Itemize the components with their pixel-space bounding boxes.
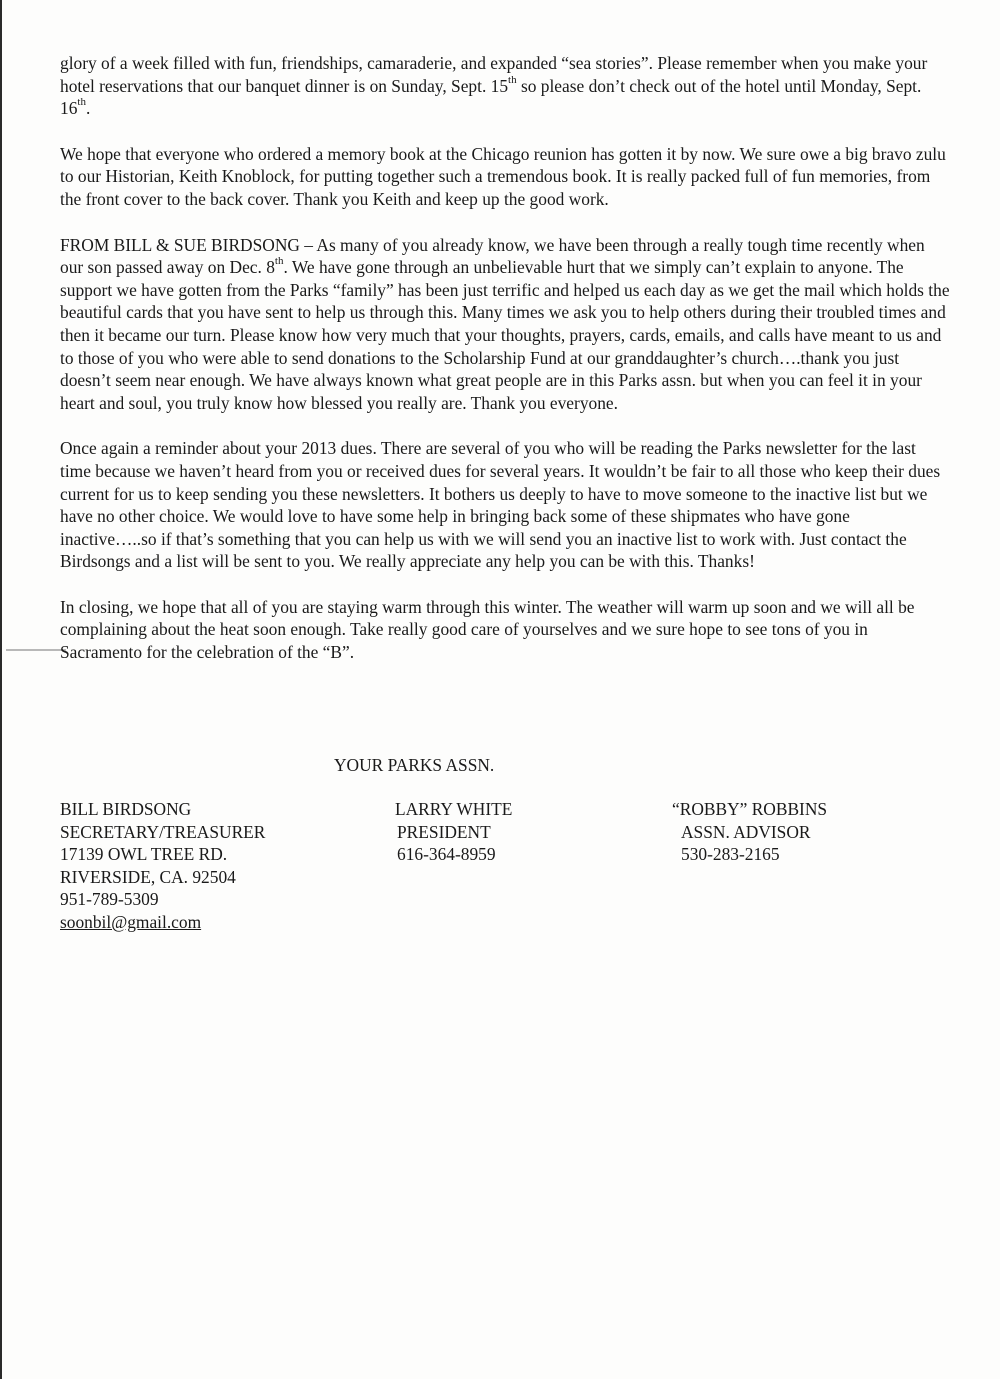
signatory-address-line2: RIVERSIDE, CA. 92504 — [60, 866, 236, 887]
signatory-title: ASSN. ADVISOR — [681, 821, 811, 842]
signatory-title: SECRETARY/TREASURER — [60, 821, 266, 842]
signatory-name: LARRY WHITE — [395, 799, 513, 819]
paragraph-banquet-reminder: glory of a week filled with fun, friendships, camaraderie, and expanded “sea stories”. Please remember when you make your hotel reservations that our banquet dinner is on Sunday, Sept. 15th so please don’t check out of the hotel until Monday, Sept. 16th. — [60, 53, 928, 119]
signatory-title: PRESIDENT — [397, 821, 491, 842]
newsletter-body — [60, 52, 950, 687]
signatory-name: “ROBBY” ROBBINS — [672, 799, 828, 819]
paragraph-dues-reminder: Once again a reminder about your 2013 dues. There are several of you who will be reading the Parks newsletter for the last time because we haven’t heard from you or received dues for several years. It wouldn’t be fair to all those who keep their dues current for us to keep sending you these newsletters. It bothers us deeply to have to move someone to the inactive list but we have no other choice. We would love to have some help in bringing back some of these shipmates who have gone inactive…..so if that’s something that you can help us with we will send you an inactive list to work with. Just contact the Birdsongs and a list will be sent to you. We really appreciate any help you can be with this. Thanks! — [60, 438, 941, 572]
scan-mark — [6, 649, 66, 651]
signatory-phone: 951-789-5309 — [60, 889, 159, 910]
signatory-secretary — [60, 798, 265, 934]
paragraph-closing: In closing, we hope that all of you are staying warm through this winter. The weather will warm up soon and we will all be complaining about the heat soon enough. Take really good care of yourselves and we sure hope to see tons of you in Sacramento for the celebration of the “B”. — [60, 596, 915, 663]
signoff: YOUR PARKS ASSN. — [334, 755, 495, 775]
signatory-advisor — [672, 798, 827, 866]
signatory-email-link[interactable]: soonbil@gmail.com — [60, 911, 202, 932]
paragraph-birdsong-message: FROM BILL & SUE BIRDSONG – As many of you already know, we have been through a really tough time recently when our son passed away on Dec. 8th. We have gone through an unbelievable hurt that we simply can’t explain to anyone. The support we have gotten from the Parks “family” has been just terrific and helped us each day as we get the mail which holds the beautiful cards that you have sent to help us through this. Many times we ask you to help others during their troubled times and then it became our turn. Please know how very much that your thoughts, prayers, cards, emails, and calls have meant to us and to those of you who were able to send donations to the Scholarship Fund at our granddaughter’s church….thank you just doesn’t seem near enough. We have always known what great people are in this Parks assn. but when you can feel it in your heart and soul, you truly know how blessed you really are. Thank you everyone. — [60, 234, 950, 413]
page-left-edge — [0, 0, 2, 1379]
signatory-phone: 616-364-8959 — [397, 844, 496, 865]
signatory-phone: 530-283-2165 — [681, 844, 780, 865]
signatory-name: BILL BIRDSONG — [60, 799, 192, 819]
signatory-president — [395, 798, 512, 866]
paragraph-memory-book: We hope that everyone who ordered a memory book at the Chicago reunion has gotten it by now. We sure owe a big bravo zulu to our Historian, Keith Knoblock, for putting together such a tremendous book. It is really packed full of fun memories, from the front cover to the back cover. Thank you Keith and keep up the good work. — [60, 143, 946, 209]
signatory-address-line1: 17139 OWL TREE RD. — [60, 844, 228, 865]
